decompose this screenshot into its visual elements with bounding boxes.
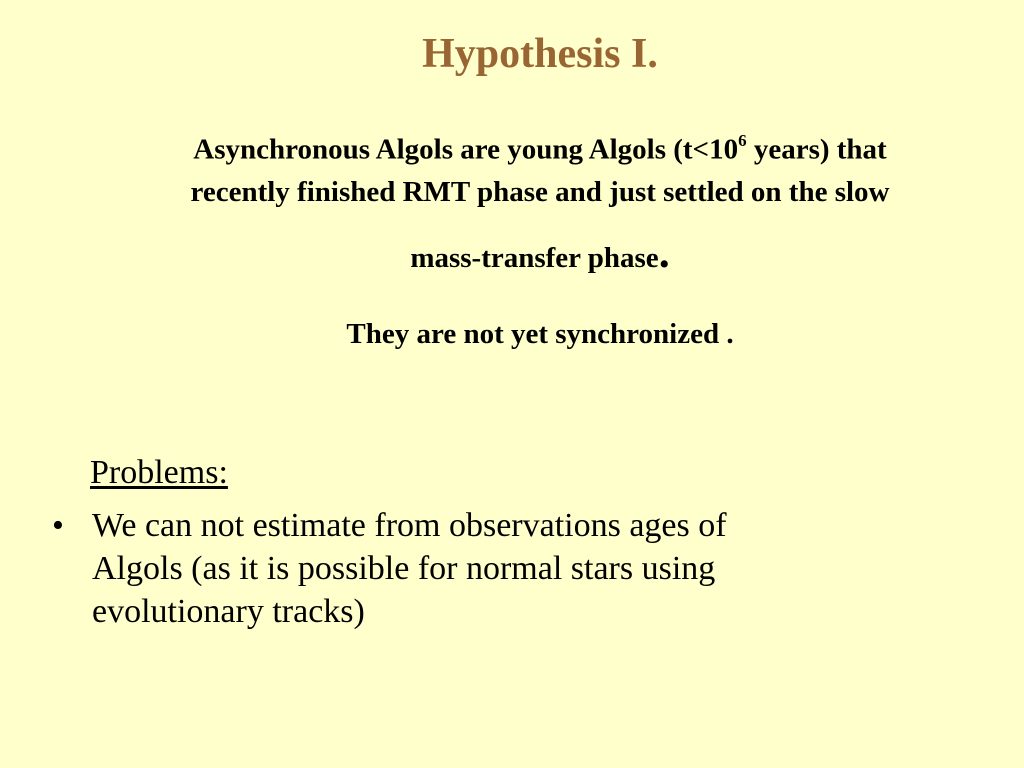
hypothesis-statement <box>100 122 980 280</box>
bullet-line-3: evolutionary tracks) <box>92 593 365 630</box>
bullet-line-2: Algols (as it is possible for normal stars using <box>92 550 716 587</box>
synchronization-note: They are not yet synchronized . <box>346 318 734 350</box>
hypothesis-line-1-end: years) that <box>746 133 887 166</box>
hypothesis-line-2: recently finished RMT phase and just settled on the slow <box>190 175 890 208</box>
bullet-line-1: We can not estimate from observations ages of <box>92 507 727 544</box>
slide-title: Hypothesis I. <box>422 31 658 77</box>
hypothesis-line-1 <box>100 122 980 171</box>
hypothesis-period: . <box>658 227 670 277</box>
problems-heading: Problems: <box>90 454 228 491</box>
exponent: 6 <box>738 131 747 150</box>
bullet-marker: • <box>52 507 64 544</box>
hypothesis-line-3-text: mass-transfer phase <box>410 241 659 274</box>
problem-bullet-text <box>92 504 872 633</box>
hypothesis-line-3 <box>100 227 980 280</box>
hypothesis-line-1-start: Asynchronous Algols are young Algols (t<10 <box>193 133 739 166</box>
